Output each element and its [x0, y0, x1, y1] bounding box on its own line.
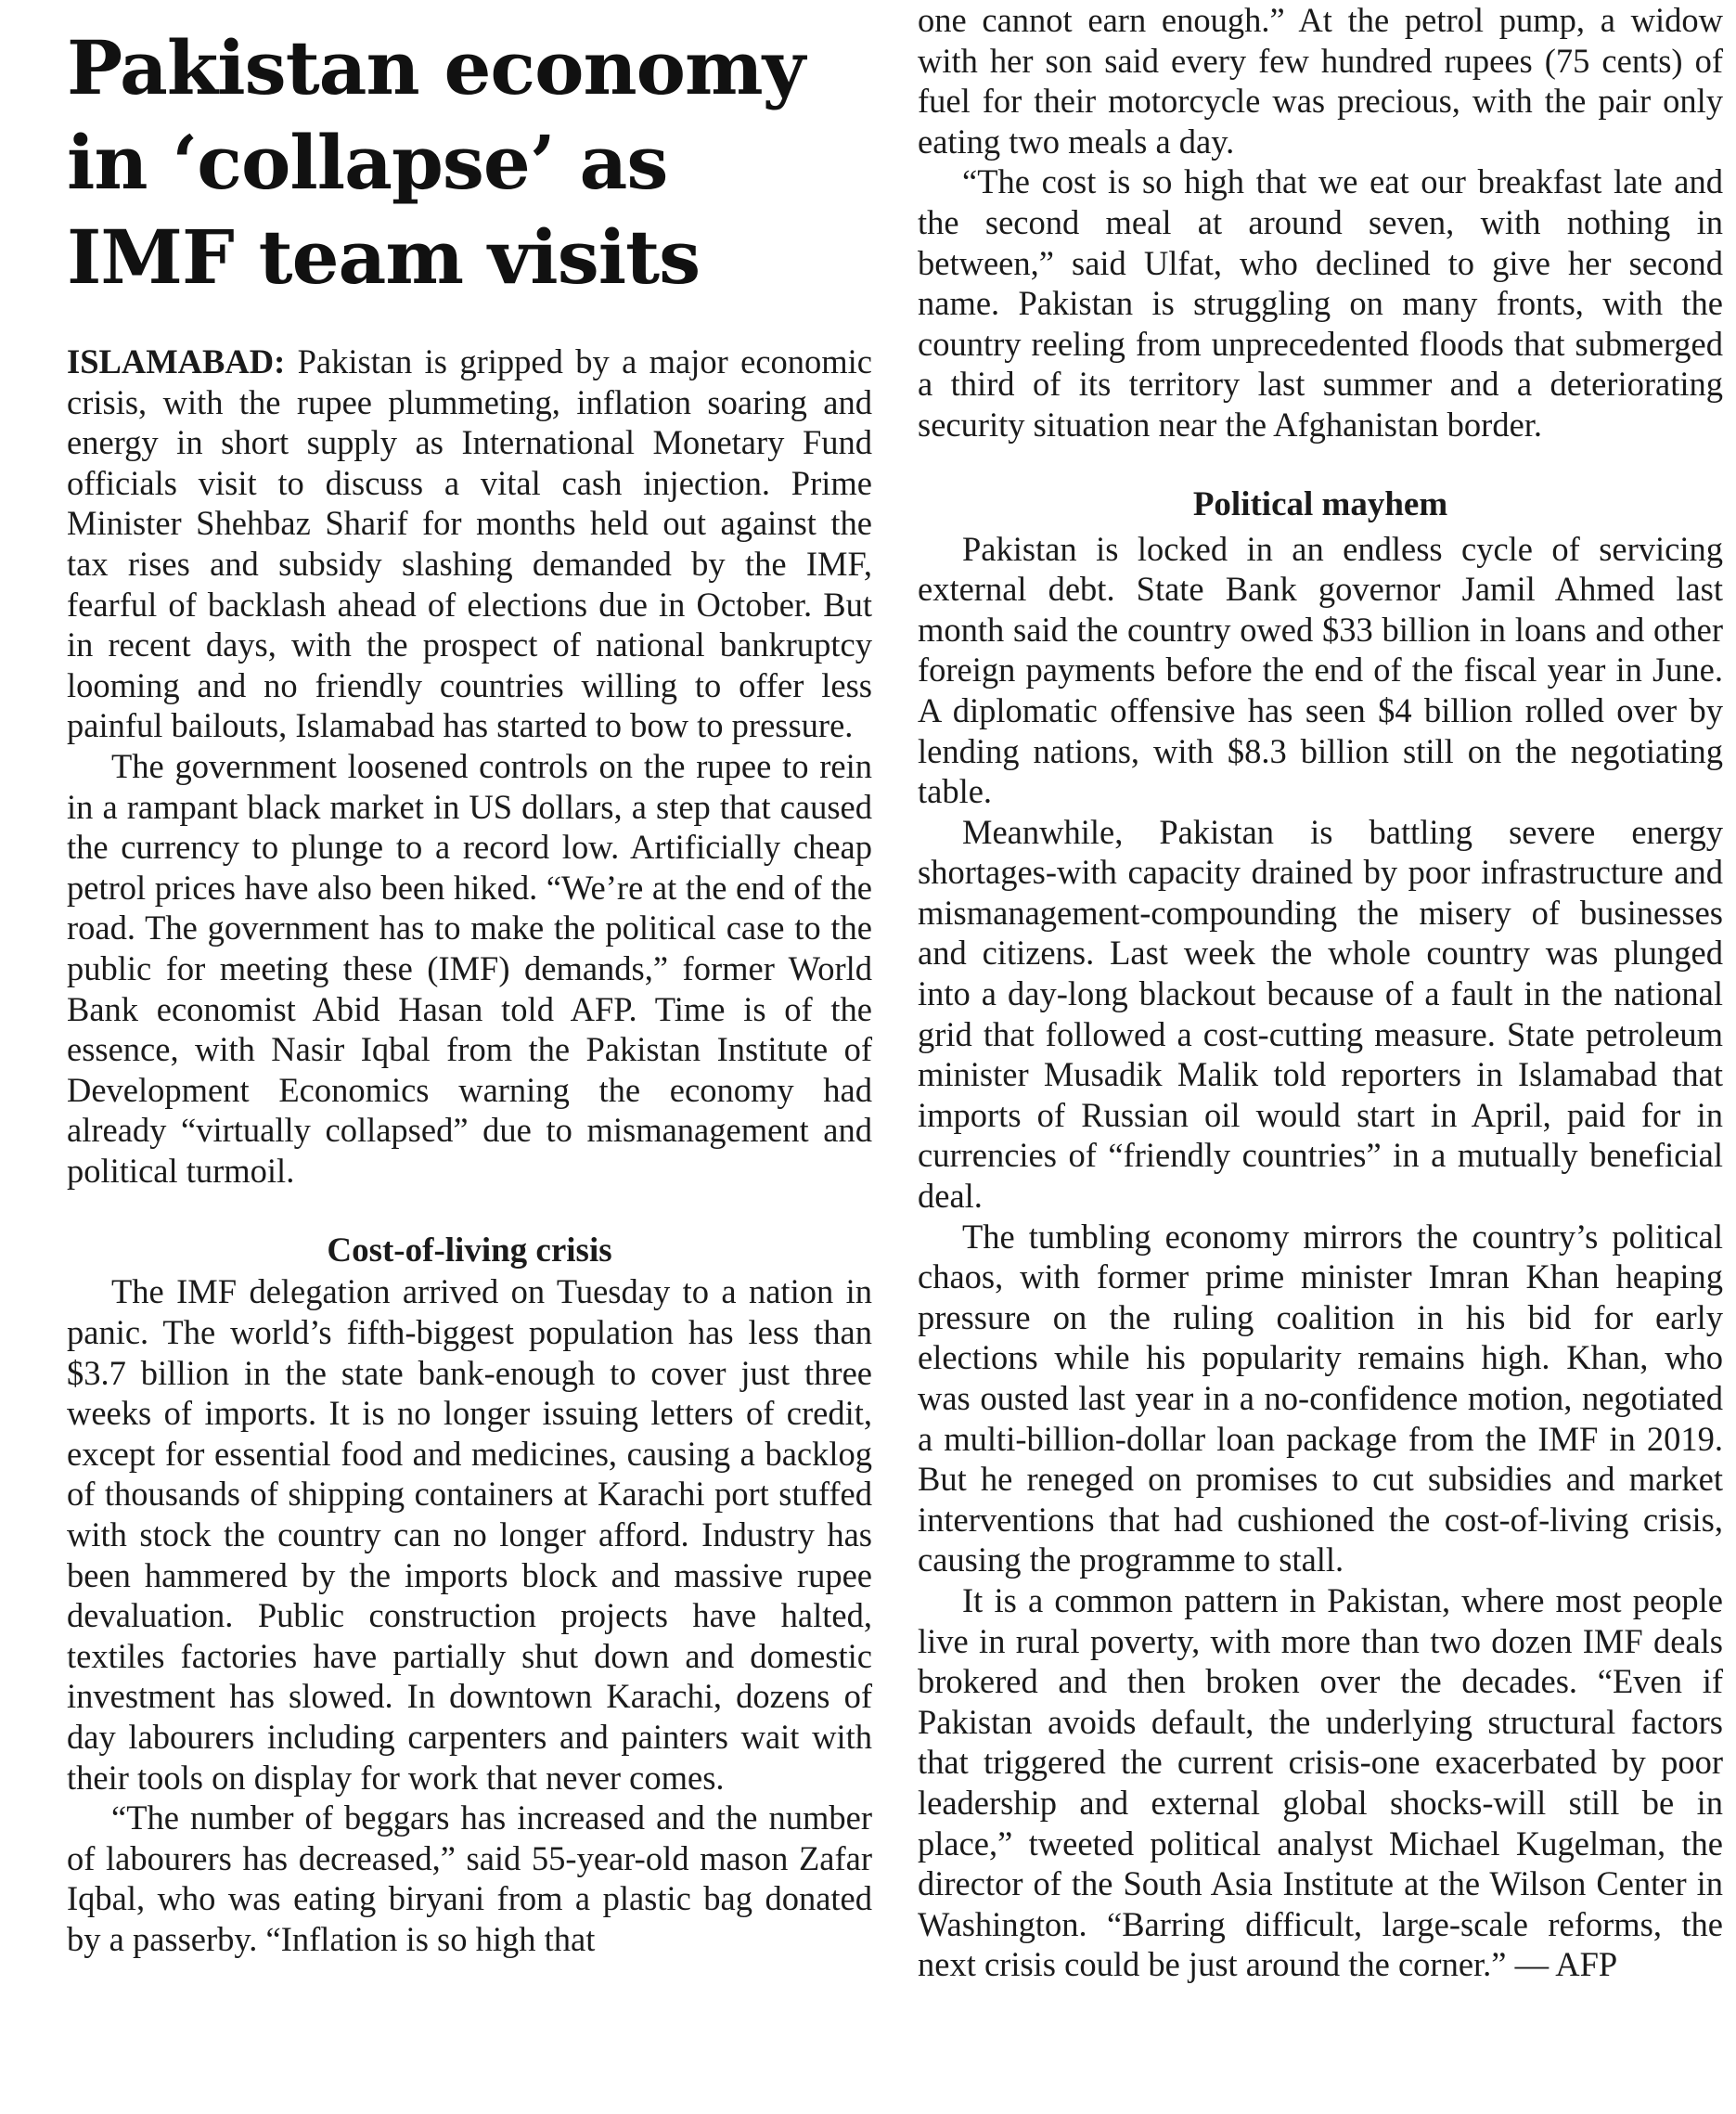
paragraph-4-continued: one cannot earn enough.” At the petrol pump, a widow with her son said every few hundred rupees (75 cents) of fuel for their motorcycle was precious, with the pair only eating two meals a day.: [918, 1, 1723, 161]
paragraph-7: Meanwhile, Pakistan is battling severe energy shortages-with capacity drained by poor infrastructure and mismanagement-compounding the misery of businesses and citizens. Last week the whole country was plunged into a day-long blackout because of a fault in the national grid that followed a cost-cutting measure. State petroleum minister Musadik Malik told reporters in Islamabad that imports of Russian oil would start in April, paid for in currencies of “friendly countries” in a mutually beneficial deal.: [918, 812, 1723, 1216]
right-column: [918, 0, 1723, 1985]
article-body-right: [918, 0, 1723, 445]
subhead-cost-of-living: Cost-of-living crisis: [327, 1231, 612, 1270]
headline-line-3: IMF team visits: [67, 213, 701, 301]
article-body-left: [67, 342, 872, 1191]
headline-line-2: in ‘collapse’ as: [67, 119, 668, 206]
article-body-right-2: [918, 529, 1723, 1985]
article-body-left-2: [67, 1271, 872, 1959]
paragraph-8: The tumbling economy mirrors the country’s political chaos, with former prime minister Imran Khan heaping pressure on the ruling coalition in his bid for early elections while his popularity remains high. Khan, who was ousted last year in a no-confidence motion, negotiated a multi-billion-dollar loan package from the IMF in 2019. But he reneged on promises to cut subsidies and market interventions that had cushioned the cost-of-living crisis, causing the programme to stall.: [918, 1217, 1723, 1579]
paragraph-6: Pakistan is locked in an endless cycle of servicing external debt. State Bank governor Jamil Ahmed last month said the country owed $33 billion in loans and other foreign payments before the end of the fiscal year in June. A diplomatic offensive has seen $4 billion rolled over by lending nations, with $8.3 billion still on the negotiating table.: [918, 529, 1723, 811]
dateline: ISLAMABAD:: [67, 342, 286, 380]
article-headline: [67, 20, 872, 304]
intro-text: Pakistan is gripped by a major economic crisis, with the rupee plummeting, inflation soaring and energy in short supply as International Monetary Fund officials visit to discuss a vital cash injection. Prime Minister Shehbaz Sharif for months held out against the tax rises and subsidy slashing demanded by the IMF, fearful of backlash ahead of elections due in October. But in recent days, with the prospect of national bankruptcy looming and no friendly countries willing to offer less painful bailouts, Islamabad has started to bow to pressure.: [67, 342, 872, 745]
paragraph-3: The IMF delegation arrived on Tuesday to a nation in panic. The world’s fifth-biggest population has less than $3.7 billion in the state bank-enough to cover just three weeks of imports. It is no longer issuing letters of credit, except for essential food and medicines, causing a backlog of thousands of shipping containers at Karachi port stuffed with stock the country can no longer afford. Industry has been hammered by the imports block and massive rupee devaluation. Public construction projects have halted, textiles factories have partially shut down and domestic investment has slowed. In downtown Karachi, dozens of day labourers including carpenters and painters wait with their tools on display for work that never comes.: [67, 1272, 872, 1797]
headline-line-1: Pakistan economy: [67, 24, 805, 111]
left-column: [67, 0, 872, 1960]
paragraph-4: “The number of beggars has increased and the number of labourers has decreased,” said 55-year-old mason Zafar Iqbal, who was eating biryani from a plastic bag donated by a passerby. “Inflation is so high that: [67, 1798, 872, 1958]
intro-paragraph: [67, 342, 872, 746]
subhead-political-mayhem: Political mayhem: [1192, 484, 1448, 523]
paragraph-5: “The cost is so high that we eat our breakfast late and the second meal at around seven, with nothing in between,” said Ulfat, who declined to give her second name. Pakistan is struggling on many fronts, with the country reeling from unprecedented floods that submerged a third of its territory last summer and a deteriorating security situation near the Afghanistan border.: [918, 162, 1723, 444]
paragraph-9: It is a common pattern in Pakistan, where most people live in rural poverty, with more than two dozen IMF deals brokered and then broken over the decades. “Even if Pakistan avoids default, the underlying structural factors that triggered the current crisis-one exacerbated by poor leadership and external global shocks-will still be in place,” tweeted political analyst Michael Kugelman, the director of the South Asia Institute at the Wilson Center in Washington. “Barring difficult, large-scale reforms, the next crisis could be just around the corner.” — AFP: [918, 1580, 1723, 1984]
paragraph-2: The government loosened controls on the rupee to rein in a rampant black market in US dollars, a step that caused the currency to plunge to a record low. Artificially cheap petrol prices have also been hiked. “We’re at the end of the road. The government has to make the political case to the public for meeting these (IMF) demands,” former World Bank economist Abid Hasan told AFP. Time is of the essence, with Nasir Iqbal from the Pakistan Institute of Development Economics warning the economy had already “virtually collapsed” due to mismanagement and political turmoil.: [67, 746, 872, 1190]
